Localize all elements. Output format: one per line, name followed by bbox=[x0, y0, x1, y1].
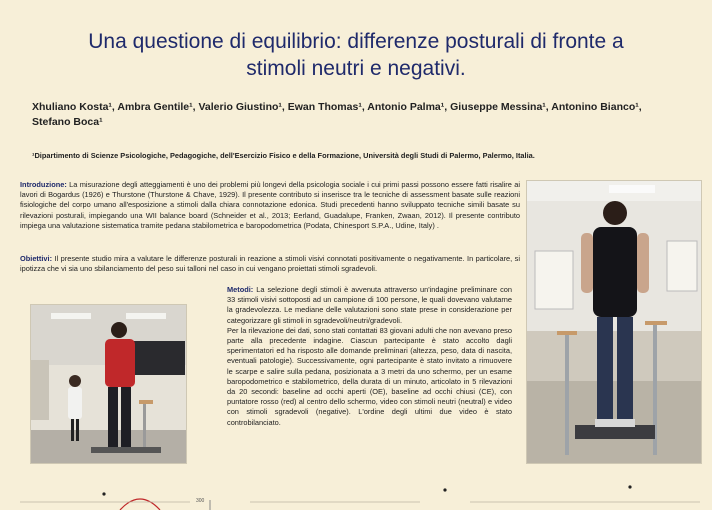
authors-line-1: Xhuliano Kosta¹, Ambra Gentile¹, Valerio Giustino¹, Ewan Thomas¹, Antonio Palma¹, Giuseppe Messina¹, Antonino Bianco¹, bbox=[32, 101, 642, 113]
methods-label: Metodi: bbox=[227, 285, 254, 294]
objectives-section bbox=[20, 254, 520, 274]
title-line-2: stimoli neutri e negativi. bbox=[246, 57, 466, 80]
lab-scene-illustration bbox=[31, 305, 187, 464]
title-line-1: Una questione di equilibrio: differenze posturali di fronte a bbox=[88, 30, 624, 53]
methods-paragraph-2: Per la rilevazione dei dati, sono stati contattati 83 giovani adulti che non avevano preso parte alla precedente indagine. Ciascun partecipante è stato accolto dagli sperimentatori ed ha risposto alle domande preliminari (altezza, peso, data di nascita, eventuali patologie). Successivamente, ogni partecipante è stato invitato a rimuovere le scarpe e salire sulla pedana, posizionata a 3 metri da uno schermo, per un esame baropodometrico e stabilometrico, della durata di un minuto, articolato in 5 rilevazioni da 20 secondi: baseline ad occhi aperti (OE), baseline ad occhi chiusi (CE), con puntatore rosso (red) al centro dello schermo, video con stimoli neutri (neutral) e video con stimoli sgradevoli (negative). L'ordine degli ultimi due video è stato controbilanciato. bbox=[227, 325, 512, 427]
methods-text-1: La selezione degli stimoli è avvenuta attraverso un'indagine preliminare con 33 stimoli visivi sottoposti ad un campione di 100 persone, le quali dovevano valutarne la gradevolezza. Le mediane delle valutazioni sono state prese in considerazione per categorizzare gli stimoli in sgradevoli/neutri/gradevoli. bbox=[227, 285, 512, 325]
bottom-figures-strip bbox=[0, 478, 712, 510]
introduction-section bbox=[20, 180, 520, 231]
bottom-figures-illustration bbox=[0, 478, 712, 510]
lab-photo-left bbox=[30, 304, 187, 464]
lab-photo-right bbox=[526, 180, 702, 464]
introduction-label: Introduzione: bbox=[20, 180, 67, 189]
objectives-text: Il presente studio mira a valutare le differenze posturali in reazione a stimoli visivi connotati positivamente o negativamente. In particolare, si ipotizza che vi sia uno sbilanciamento del peso sui talloni nel caso in cui vengano proiettati stimoli sgradevoli. bbox=[20, 254, 520, 274]
introduction-text: La misurazione degli atteggiamenti è uno dei problemi più longevi della psicologia sociale i cui primi passi possono essere fatti risalire ai lavori di Bogardus (1926) e Thurstone (Thurstone & Chave, 1929). Il presente contributo si inserisce tra le tecniche di assessment basate sulle reazioni fisiologiche del corpo umano all'esposizione a stimoli dalla chiara connotazione edonica. Studi precedenti hanno sviluppato tecniche simili basate su rilevazioni posturali, impiegando una WII balance board (Schneider et al., 2013; Eerland, Guadalupe, Franken, Zwaan, 2012). Il presente contributo impiega una valutazione sistematica tramite pedana stabilometrica e baropodometrica (Podata, Chinesport S.P.A., Udine, Italy) . bbox=[20, 180, 520, 230]
authors-line-2: Stefano Boca¹ bbox=[32, 116, 103, 128]
affiliation: ¹Dipartimento di Scienze Psicologiche, Pedagogiche, dell'Esercizio Fisico e della Formazione, Università degli Studi di Palermo, Palermo, Italia. bbox=[32, 151, 535, 160]
methods-section bbox=[227, 285, 512, 428]
platform-scene-illustration bbox=[527, 181, 702, 464]
objectives-label: Obiettivi: bbox=[20, 254, 53, 263]
bottom-axis-tick: 300 bbox=[196, 498, 205, 504]
authors bbox=[32, 100, 682, 130]
methods-paragraph-1 bbox=[227, 285, 512, 326]
poster-title bbox=[30, 28, 682, 82]
